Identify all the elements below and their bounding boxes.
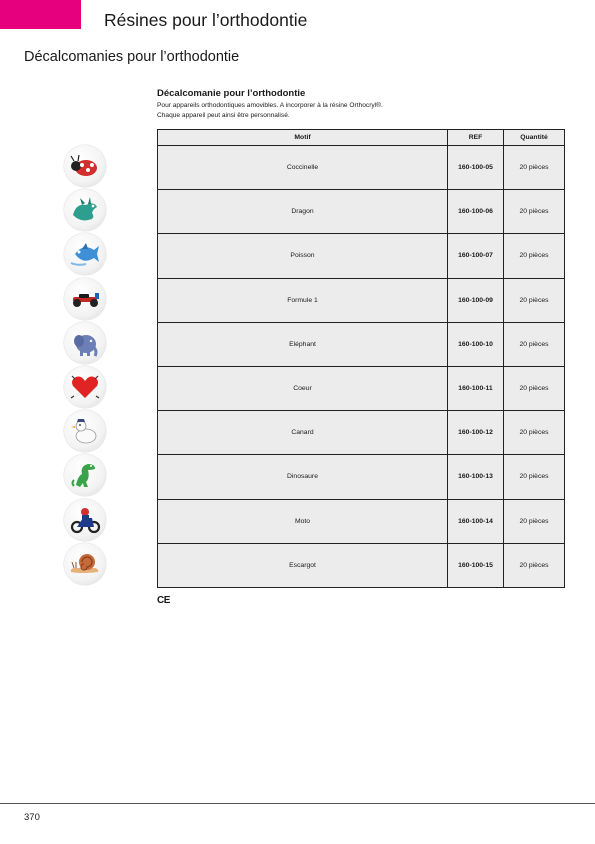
accent-block [0, 0, 81, 29]
cell-motif: Coccinelle [158, 146, 448, 189]
cell-motif: Escargot [158, 544, 448, 587]
product-desc-line-2: Chaque appareil peut ainsi être personnalisé. [157, 112, 290, 119]
elephant-icon [64, 322, 106, 364]
snail-icon [64, 543, 106, 585]
table-header [158, 130, 564, 146]
column-header-ref: REF [448, 130, 504, 145]
footer-divider [0, 803, 595, 804]
cell-quantity: 20 pièces [519, 429, 549, 437]
motorbike-icon [64, 499, 106, 541]
cell-quantity: 20 pièces [519, 517, 549, 525]
cell-ref: 160-100-13 [448, 455, 504, 498]
table-row [158, 544, 564, 587]
cell-ref: 160-100-12 [448, 411, 504, 454]
chapter-title: Résines pour l’orthodontie [104, 10, 308, 30]
cell-ref: 160-100-07 [448, 234, 504, 277]
cell-motif: Dragon [158, 190, 448, 233]
table-row [158, 323, 564, 367]
fish-icon [64, 233, 106, 275]
heart-icon [64, 366, 106, 408]
table-row [158, 455, 564, 499]
cell-ref: 160-100-05 [448, 146, 504, 189]
cell-quantity: 20 pièces [519, 385, 549, 393]
table-row [158, 500, 564, 544]
cell-quantity: 20 pièces [519, 296, 549, 304]
table-row [158, 411, 564, 455]
cell-ref: 160-100-14 [448, 500, 504, 543]
cell-ref: 160-100-10 [448, 323, 504, 366]
page-number: 370 [24, 812, 40, 823]
product-desc-line-1: Pour appareils orthodontiques amovibles. A incorporer à la résine Orthocryl®. [157, 102, 383, 109]
column-header-motif: Motif [158, 130, 448, 145]
table-row [158, 190, 564, 234]
table-row [158, 146, 564, 190]
section-title: Décalcomanies pour l’orthodontie [24, 49, 240, 65]
cell-motif: Formule 1 [158, 279, 448, 322]
duck-icon [64, 410, 106, 452]
cell-quantity: 20 pièces [519, 208, 549, 216]
dragon-icon [64, 189, 106, 231]
dinosaur-icon [64, 454, 106, 496]
cell-quantity: 20 pièces [519, 561, 549, 569]
cell-motif: Poisson [158, 234, 448, 277]
cell-motif: Eléphant [158, 323, 448, 366]
product-description [157, 88, 564, 121]
cell-motif: Canard [158, 411, 448, 454]
column-header-quantity: Quantité [520, 134, 548, 141]
cell-ref: 160-100-09 [448, 279, 504, 322]
table-row [158, 234, 564, 278]
product-table [157, 129, 565, 588]
cell-quantity: 20 pièces [519, 340, 549, 348]
cell-ref: 160-100-06 [448, 190, 504, 233]
cell-ref: 160-100-11 [448, 367, 504, 410]
cell-motif: Moto [158, 500, 448, 543]
ladybug-icon [64, 145, 106, 187]
cell-motif: Coeur [158, 367, 448, 410]
race-car-icon [64, 278, 106, 320]
cell-quantity: 20 pièces [519, 164, 549, 172]
table-row [158, 367, 564, 411]
table-row [158, 279, 564, 323]
cell-quantity: 20 pièces [519, 473, 549, 481]
product-title: Décalcomanie pour l’orthodontie [157, 88, 306, 99]
ce-mark: CE [157, 595, 170, 606]
cell-ref: 160-100-15 [448, 544, 504, 587]
cell-quantity: 20 pièces [519, 252, 549, 260]
cell-motif: Dinosaure [158, 455, 448, 498]
